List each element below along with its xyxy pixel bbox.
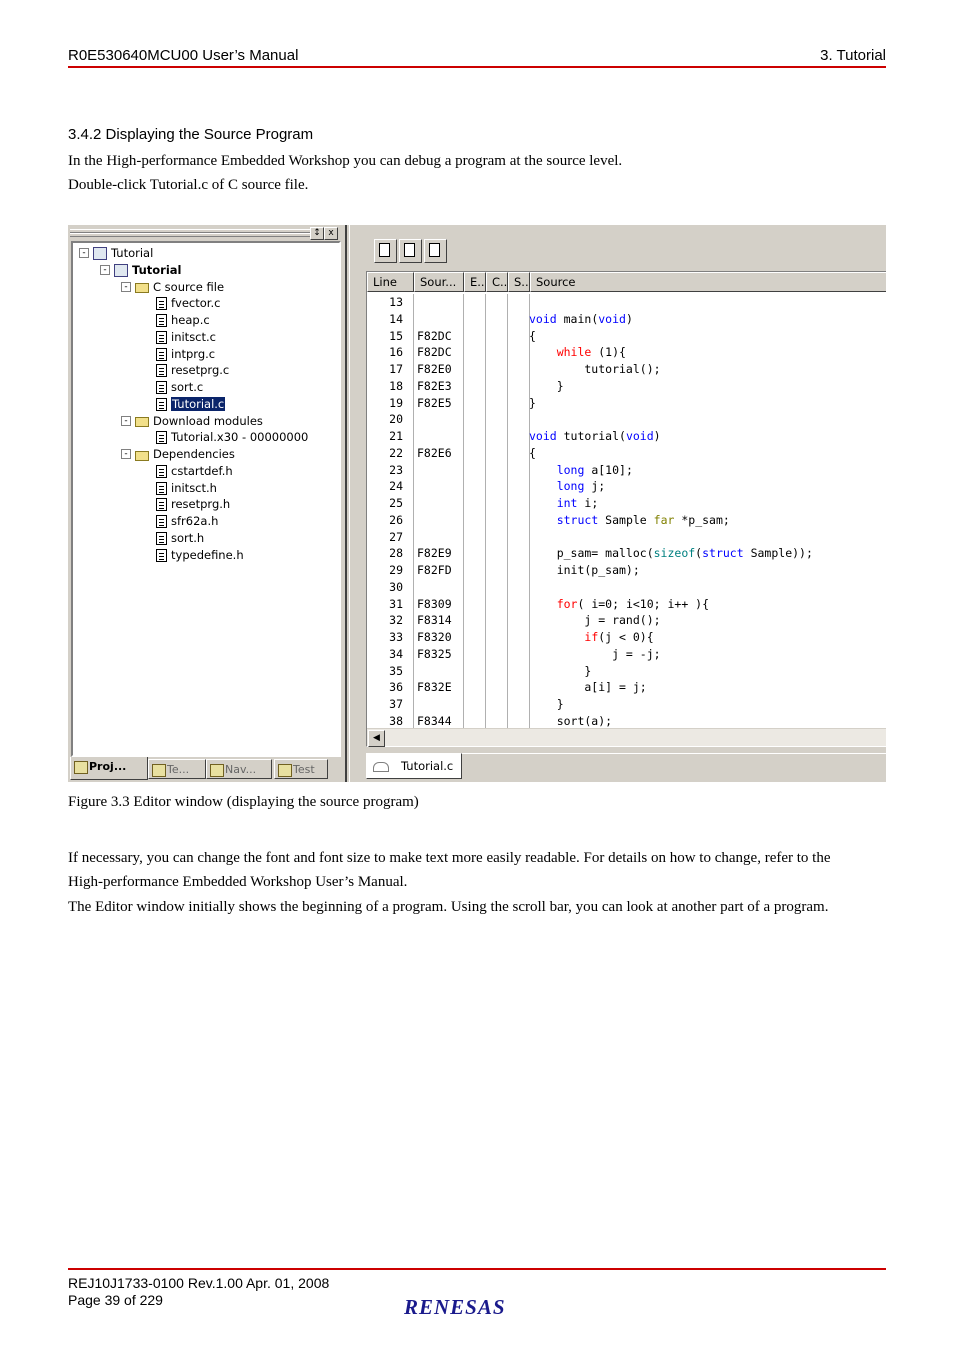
workspace-title-bar[interactable] bbox=[70, 227, 340, 237]
tree-item-label: heap.c bbox=[171, 313, 210, 327]
tree-item-label: initsct.h bbox=[171, 480, 217, 495]
tree-item[interactable] bbox=[156, 396, 225, 412]
code-row[interactable] bbox=[367, 445, 886, 462]
source-code: if(j < 0){ bbox=[584, 630, 654, 644]
tree-item[interactable] bbox=[135, 413, 263, 429]
column-header-cell[interactable]: E.. bbox=[464, 272, 486, 292]
line-number: 34 bbox=[389, 646, 403, 661]
line-number: 36 bbox=[389, 680, 403, 695]
column-header-cell[interactable]: C.. bbox=[486, 272, 508, 292]
column-header-cell[interactable]: S.. bbox=[508, 272, 530, 292]
tree-item-label: Tutorial.c bbox=[172, 396, 225, 411]
source-code: int i; bbox=[556, 496, 599, 510]
source-address: F8309 bbox=[417, 596, 452, 611]
line-number: 29 bbox=[389, 563, 403, 577]
source-address: F8325 bbox=[417, 646, 452, 661]
source-code: sort(a); bbox=[529, 713, 613, 728]
source-editor[interactable] bbox=[366, 271, 886, 747]
tree-item[interactable] bbox=[156, 312, 210, 328]
horizontal-scrollbar[interactable] bbox=[367, 728, 886, 746]
line-number: 33 bbox=[389, 630, 403, 644]
panel-splitter[interactable] bbox=[342, 225, 356, 782]
tree-item-label: intprg.c bbox=[171, 346, 216, 361]
tree-item-label: Tutorial.x30 - 00000000 bbox=[171, 430, 309, 445]
workspace-tab[interactable] bbox=[206, 759, 272, 779]
project-icon bbox=[114, 264, 128, 277]
source-address: F82E3 bbox=[417, 378, 452, 393]
source-address: F8314 bbox=[417, 613, 452, 628]
source-address: F8320 bbox=[417, 630, 452, 644]
scroll-left-arrow-icon[interactable]: ◀ bbox=[368, 730, 385, 747]
tree-item[interactable] bbox=[156, 530, 204, 546]
code-row[interactable] bbox=[367, 679, 886, 696]
line-number: 35 bbox=[389, 663, 403, 678]
source-code: { bbox=[529, 328, 536, 343]
code-row[interactable] bbox=[367, 612, 886, 629]
header-file-icon bbox=[156, 498, 167, 511]
code-row[interactable] bbox=[367, 579, 886, 596]
close-panel-button[interactable]: x bbox=[324, 227, 338, 240]
workspace-tab[interactable] bbox=[70, 757, 148, 780]
body-paragraph-2: High-performance Embedded Workshop User’s Manual. bbox=[68, 874, 408, 890]
source-code: } bbox=[529, 663, 592, 678]
tree-item[interactable] bbox=[156, 295, 220, 311]
tree-item-label: sfr62a.h bbox=[171, 514, 219, 528]
header-file-icon bbox=[156, 482, 167, 495]
tree-item[interactable] bbox=[156, 429, 308, 445]
tree-item-label: Tutorial bbox=[132, 262, 182, 277]
footer-document-id: REJ10J1733-0100 Rev.1.00 Apr. 01, 2008 bbox=[68, 1275, 330, 1291]
source-address: F82E0 bbox=[417, 362, 452, 376]
header-file-icon bbox=[156, 532, 167, 545]
tab-icon bbox=[278, 764, 292, 777]
line-number: 25 bbox=[389, 496, 403, 510]
tree-item-label: Download modules bbox=[153, 413, 263, 428]
line-number: 22 bbox=[389, 445, 403, 460]
body-paragraph-3: The Editor window initially shows the beginning of a program. Using the scroll bar, you can look at another part of a program. bbox=[68, 899, 829, 915]
tree-item-label: initsct.c bbox=[171, 329, 216, 344]
tree-item-label: fvector.c bbox=[171, 296, 221, 311]
line-number: 31 bbox=[389, 596, 403, 611]
renesas-logo bbox=[404, 1294, 552, 1320]
source-code: j = -j; bbox=[529, 646, 661, 661]
workspace-tab[interactable] bbox=[148, 759, 206, 779]
source-address: F82E5 bbox=[417, 395, 452, 410]
tree-item[interactable] bbox=[93, 245, 153, 261]
tree-item-label: typedefine.h bbox=[171, 547, 244, 562]
tree-item[interactable] bbox=[156, 346, 215, 362]
footer-page-number: Page 39 of 229 bbox=[68, 1292, 163, 1308]
code-row[interactable] bbox=[367, 361, 886, 378]
tab-icon bbox=[210, 764, 224, 777]
dock-toggle-button[interactable]: ↕ bbox=[310, 227, 324, 240]
source-file-icon bbox=[156, 398, 167, 411]
tab-icon bbox=[152, 764, 166, 777]
tree-item[interactable] bbox=[156, 329, 216, 345]
folder-icon bbox=[135, 451, 149, 461]
source-code: } bbox=[529, 378, 564, 393]
source-file-icon bbox=[156, 381, 167, 394]
source-code: void main(void) bbox=[529, 311, 633, 326]
workspace-tab-label: Test bbox=[293, 763, 315, 776]
tree-item[interactable] bbox=[156, 547, 244, 563]
source-code: void tutorial(void) bbox=[529, 429, 661, 443]
editor-screenshot bbox=[68, 225, 886, 782]
header-chapter: 3. Tutorial bbox=[820, 47, 886, 64]
source-address: F832E bbox=[417, 680, 452, 695]
code-row[interactable] bbox=[367, 629, 886, 646]
code-row[interactable] bbox=[367, 495, 886, 512]
tree-item[interactable] bbox=[156, 513, 218, 529]
tree-item[interactable] bbox=[156, 463, 233, 479]
code-row[interactable] bbox=[367, 562, 886, 579]
source-code: for( i=0; i<10; i++ ){ bbox=[556, 596, 710, 611]
tree-item[interactable] bbox=[135, 446, 235, 462]
header-file-icon bbox=[156, 515, 167, 528]
code-row[interactable] bbox=[367, 478, 886, 495]
editor-tab-label: Tutorial.c bbox=[401, 759, 454, 773]
footer-rule bbox=[68, 1268, 886, 1270]
tree-item[interactable] bbox=[156, 480, 217, 496]
section-title: 3.4.2 Displaying the Source Program bbox=[68, 126, 314, 143]
tree-item[interactable] bbox=[114, 262, 181, 278]
line-number: 37 bbox=[389, 697, 403, 711]
source-address: F82E6 bbox=[417, 445, 452, 460]
tree-expander-icon[interactable]: - bbox=[100, 265, 110, 275]
source-code: tutorial(); bbox=[529, 362, 661, 376]
code-row[interactable] bbox=[367, 663, 886, 680]
tree-item-label: Dependencies bbox=[153, 447, 235, 461]
tree-item-label: resetprg.h bbox=[171, 497, 231, 512]
column-header bbox=[367, 272, 886, 292]
tree-item-label: sort.c bbox=[171, 380, 204, 394]
workspace-tab-label: Proj... bbox=[89, 760, 127, 773]
code-row[interactable] bbox=[367, 596, 886, 613]
source-file-icon bbox=[156, 314, 167, 327]
source-code: { bbox=[529, 445, 536, 460]
source-file-icon bbox=[156, 348, 167, 361]
source-code: } bbox=[529, 395, 536, 410]
line-number: 38 bbox=[389, 713, 403, 728]
code-row[interactable] bbox=[367, 411, 886, 428]
source-code: long a[10]; bbox=[556, 462, 633, 477]
source-code: a[i] = j; bbox=[529, 680, 647, 695]
line-number: 17 bbox=[389, 362, 403, 376]
line-number: 32 bbox=[389, 613, 403, 628]
tree-item[interactable] bbox=[156, 362, 229, 378]
download-module-icon bbox=[156, 431, 167, 444]
column-header-cell[interactable]: Source bbox=[530, 272, 886, 292]
line-number: 23 bbox=[389, 462, 403, 477]
line-number: 16 bbox=[389, 345, 403, 360]
tree-item-label: sort.h bbox=[171, 530, 205, 545]
renesas-logo-text: RENESAS bbox=[404, 1295, 506, 1319]
line-number: 18 bbox=[389, 378, 403, 393]
tree-item[interactable] bbox=[156, 379, 203, 395]
source-code: j = rand(); bbox=[529, 613, 661, 628]
code-row[interactable] bbox=[367, 646, 886, 663]
workspace-icon bbox=[93, 247, 107, 260]
column-header-cell[interactable]: Sour... bbox=[414, 272, 464, 292]
workspace-panel bbox=[68, 225, 342, 782]
header-file-icon bbox=[156, 465, 167, 478]
header-rule bbox=[68, 66, 886, 68]
code-row[interactable] bbox=[367, 311, 886, 328]
line-number: 20 bbox=[389, 412, 403, 427]
tree-expander-icon[interactable]: - bbox=[79, 248, 89, 258]
disassembly-view-button[interactable] bbox=[399, 239, 422, 263]
folder-icon bbox=[135, 283, 149, 293]
header-file-icon bbox=[156, 549, 167, 562]
source-code: while (1){ bbox=[556, 345, 626, 360]
source-code: init(p_sam); bbox=[529, 563, 640, 577]
code-row[interactable] bbox=[367, 529, 886, 546]
line-number: 27 bbox=[389, 529, 403, 544]
line-number: 21 bbox=[389, 429, 403, 443]
tree-item-label: resetprg.c bbox=[171, 363, 230, 378]
editor-toolbar bbox=[362, 239, 442, 265]
editor-tab-tutorial-c[interactable] bbox=[366, 753, 462, 779]
tree-expander-icon[interactable]: - bbox=[121, 416, 131, 426]
line-number: 30 bbox=[389, 579, 403, 594]
workspace-tabs bbox=[68, 757, 342, 781]
code-row[interactable] bbox=[367, 294, 886, 311]
mixed-view-button[interactable] bbox=[424, 239, 447, 263]
tree-item[interactable] bbox=[135, 279, 224, 295]
editor-tab-icon bbox=[373, 762, 389, 772]
source-address: F82FD bbox=[417, 563, 452, 577]
workspace-tab-label: Nav... bbox=[225, 763, 257, 776]
code-row[interactable] bbox=[367, 328, 886, 345]
code-row[interactable] bbox=[367, 696, 886, 713]
line-number: 19 bbox=[389, 395, 403, 410]
code-row[interactable] bbox=[367, 462, 886, 479]
intro-paragraph-2: Double-click Tutorial.c of C source file. bbox=[68, 177, 309, 193]
figure-caption: Figure 3.3 Editor window (displaying the source program) bbox=[68, 794, 419, 810]
source-view-button[interactable] bbox=[374, 239, 397, 263]
workspace-tab[interactable] bbox=[274, 759, 328, 779]
tab-icon bbox=[74, 761, 88, 774]
source-file-icon bbox=[156, 297, 167, 310]
line-number: 28 bbox=[389, 546, 403, 561]
code-row[interactable] bbox=[367, 545, 886, 562]
code-row[interactable] bbox=[367, 344, 886, 361]
source-address: F82DC bbox=[417, 328, 452, 343]
code-row[interactable] bbox=[367, 378, 886, 395]
header-manual-title: R0E530640MCU00 User’s Manual bbox=[68, 47, 299, 64]
source-code: p_sam= malloc(sizeof(struct Sample)); bbox=[529, 546, 813, 561]
code-row[interactable] bbox=[367, 395, 886, 412]
source-code: struct Sample far *p_sam; bbox=[556, 512, 730, 527]
intro-paragraph-1: In the High-performance Embedded Workshop you can debug a program at the source level. bbox=[68, 153, 623, 169]
tree-expander-icon[interactable]: - bbox=[121, 449, 131, 459]
editor-panel bbox=[358, 225, 886, 782]
source-file-icon bbox=[156, 331, 167, 344]
code-row[interactable] bbox=[367, 713, 886, 730]
line-number: 14 bbox=[389, 311, 403, 326]
line-number: 15 bbox=[389, 328, 403, 343]
tree-item-label: C source file bbox=[153, 279, 225, 294]
code-row[interactable] bbox=[367, 428, 886, 445]
source-address: F82DC bbox=[417, 345, 452, 360]
line-number: 13 bbox=[389, 295, 403, 309]
tree-item[interactable] bbox=[156, 496, 230, 512]
workspace-tab-label: Te... bbox=[167, 763, 190, 776]
line-number: 26 bbox=[389, 512, 403, 527]
tree-expander-icon[interactable]: - bbox=[121, 282, 131, 292]
tree-item-label: cstartdef.h bbox=[171, 463, 233, 478]
source-address: F8344 bbox=[417, 713, 452, 728]
source-file-icon bbox=[156, 364, 167, 377]
folder-icon bbox=[135, 417, 149, 427]
column-header-cell[interactable]: Line bbox=[367, 272, 414, 292]
source-code: } bbox=[529, 697, 564, 711]
body-paragraph-1: If necessary, you can change the font and font size to make text more easily readable. For details on how to change, refer to the bbox=[68, 850, 831, 866]
line-number: 24 bbox=[389, 479, 403, 494]
code-row[interactable] bbox=[367, 512, 886, 529]
source-address: F82E9 bbox=[417, 546, 452, 561]
source-code: long j; bbox=[556, 479, 606, 494]
project-tree[interactable] bbox=[71, 241, 341, 757]
tree-item-label: Tutorial bbox=[111, 246, 154, 260]
